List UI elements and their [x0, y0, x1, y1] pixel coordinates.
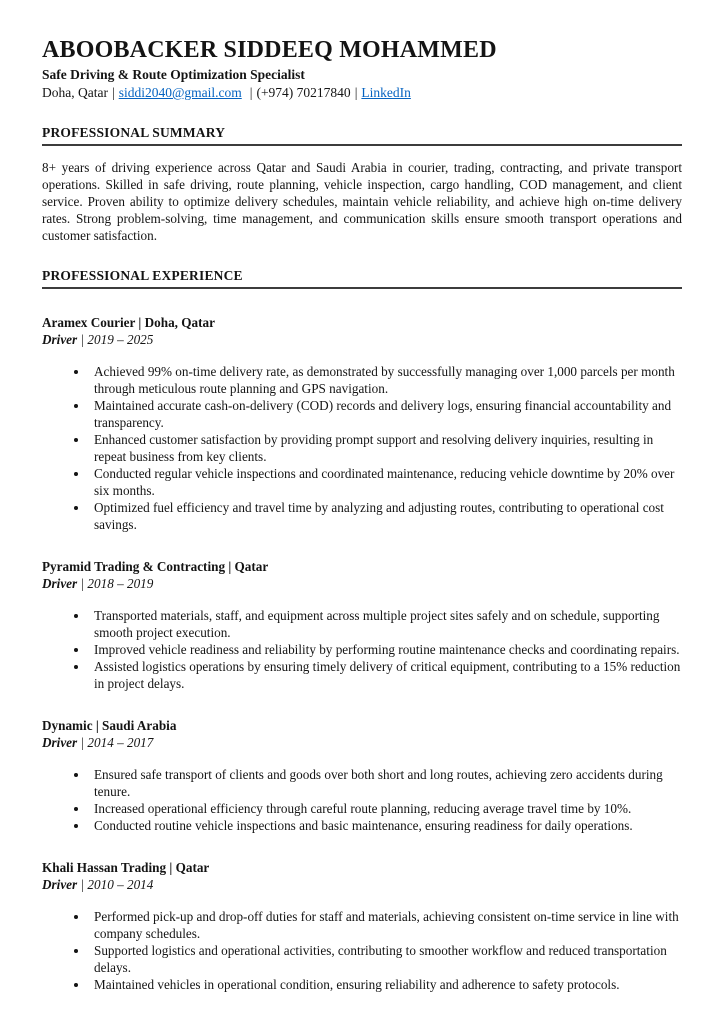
bullet-item: • Maintained vehicles in operational condition, ensuring reliability and adherence to safety protocols. [89, 976, 682, 993]
bullet-item: • Conducted regular vehicle inspections and coordinated maintenance, reducing vehicle downtime by 20% over six months. [89, 465, 682, 499]
separator-pipe: | [80, 735, 85, 750]
summary-heading: PROFESSIONAL SUMMARY [42, 125, 682, 146]
job-dates: 2014 – 2017 [87, 735, 154, 750]
phone-text: (+974) 70217840 [256, 85, 351, 100]
email-link[interactable]: siddi2040@gmail.com [118, 85, 242, 100]
job-dates: 2019 – 2025 [87, 332, 154, 347]
bullet-item: • Achieved 99% on-time delivery rate, as demonstrated by successfully managing over 1,000 parcels per month through meticulous route planning and GPS navigation. [89, 363, 682, 397]
location-text: Doha, Qatar [42, 85, 108, 100]
job-entry-dynamic [42, 717, 682, 834]
bullet-item: • Maintained accurate cash-on-delivery (COD) records and delivery logs, ensuring financial accountability and transparency. [89, 397, 682, 431]
job-role: Driver [42, 576, 78, 591]
experience-section [42, 268, 682, 993]
bullet-item: • Enhanced customer satisfaction by providing prompt support and resolving delivery inquiries, resulting in repeat business from key clients. [89, 431, 682, 465]
job-entry-khali-hassan [42, 859, 682, 993]
job-bullet-list [42, 363, 682, 533]
job-entry-aramex [42, 314, 682, 533]
job-role: Driver [42, 877, 78, 892]
separator-pipe: | [80, 877, 85, 892]
job-bullet-list [42, 908, 682, 993]
bullet-item: • Conducted routine vehicle inspections and basic maintenance, ensuring readiness for daily operations. [89, 817, 682, 834]
job-company-line: Pyramid Trading & Contracting | Qatar [42, 559, 269, 574]
linkedin-link[interactable]: LinkedIn [361, 85, 411, 100]
job-role-dates [42, 331, 682, 348]
separator-pipe: | [111, 85, 115, 100]
bullet-item: • Optimized fuel efficiency and travel time by analyzing and adjusting routes, contributing to operational cost savings. [89, 499, 682, 533]
job-role: Driver [42, 332, 78, 347]
experience-heading: PROFESSIONAL EXPERIENCE [42, 268, 682, 289]
job-bullet-list [42, 766, 682, 834]
job-dates: 2018 – 2019 [87, 576, 154, 591]
separator-pipe: | [249, 85, 253, 100]
candidate-name: ABOOBACKER SIDDEEQ MOHAMMED [42, 37, 497, 63]
job-role: Driver [42, 735, 78, 750]
bullet-item: • Supported logistics and operational activities, contributing to smoother workflow and reduced transportation delays. [89, 942, 682, 976]
job-company-line: Aramex Courier | Doha, Qatar [42, 315, 215, 330]
bullet-item: • Assisted logistics operations by ensuring timely delivery of critical equipment, contributing to a 15% reduction in project delays. [89, 658, 682, 692]
separator-pipe: | [80, 576, 85, 591]
job-bullet-list [42, 607, 682, 692]
resume-header [42, 36, 682, 101]
job-company-line: Dynamic | Saudi Arabia [42, 718, 177, 733]
bullet-item: • Ensured safe transport of clients and goods over both short and long routes, achieving zero accidents during tenure. [89, 766, 682, 800]
contact-line [42, 84, 682, 101]
summary-text: 8+ years of driving experience across Qatar and Saudi Arabia in courier, trading, contracting, and private transport operations. Skilled in safe driving, route planning, vehicle inspection, cargo handling, COD management, and client service. Proven ability to optimize delivery schedules, maintain vehicle reliability, and achieve high on-time delivery rates. Strong problem-solving, time management, and communication skills ensure smooth transport operations and customer satisfaction. [42, 160, 682, 243]
job-role-dates [42, 575, 682, 592]
job-entry-pyramid [42, 558, 682, 692]
candidate-title: Safe Driving & Route Optimization Specialist [42, 67, 305, 82]
bullet-item: • Performed pick-up and drop-off duties for staff and materials, achieving consistent on-time service in line with company schedules. [89, 908, 682, 942]
bullet-item: • Improved vehicle readiness and reliability by performing routine maintenance checks and coordinating repairs. [89, 641, 682, 658]
summary-section [42, 125, 682, 244]
separator-pipe: | [80, 332, 85, 347]
bullet-item: • Transported materials, staff, and equipment across multiple project sites safely and on schedule, supporting smooth project execution. [89, 607, 682, 641]
job-role-dates [42, 876, 682, 893]
bullet-item: • Increased operational efficiency through careful route planning, reducing average travel time by 10%. [89, 800, 682, 817]
job-company-line: Khali Hassan Trading | Qatar [42, 860, 210, 875]
job-dates: 2010 – 2014 [87, 877, 154, 892]
separator-pipe: | [354, 85, 358, 100]
job-role-dates [42, 734, 682, 751]
